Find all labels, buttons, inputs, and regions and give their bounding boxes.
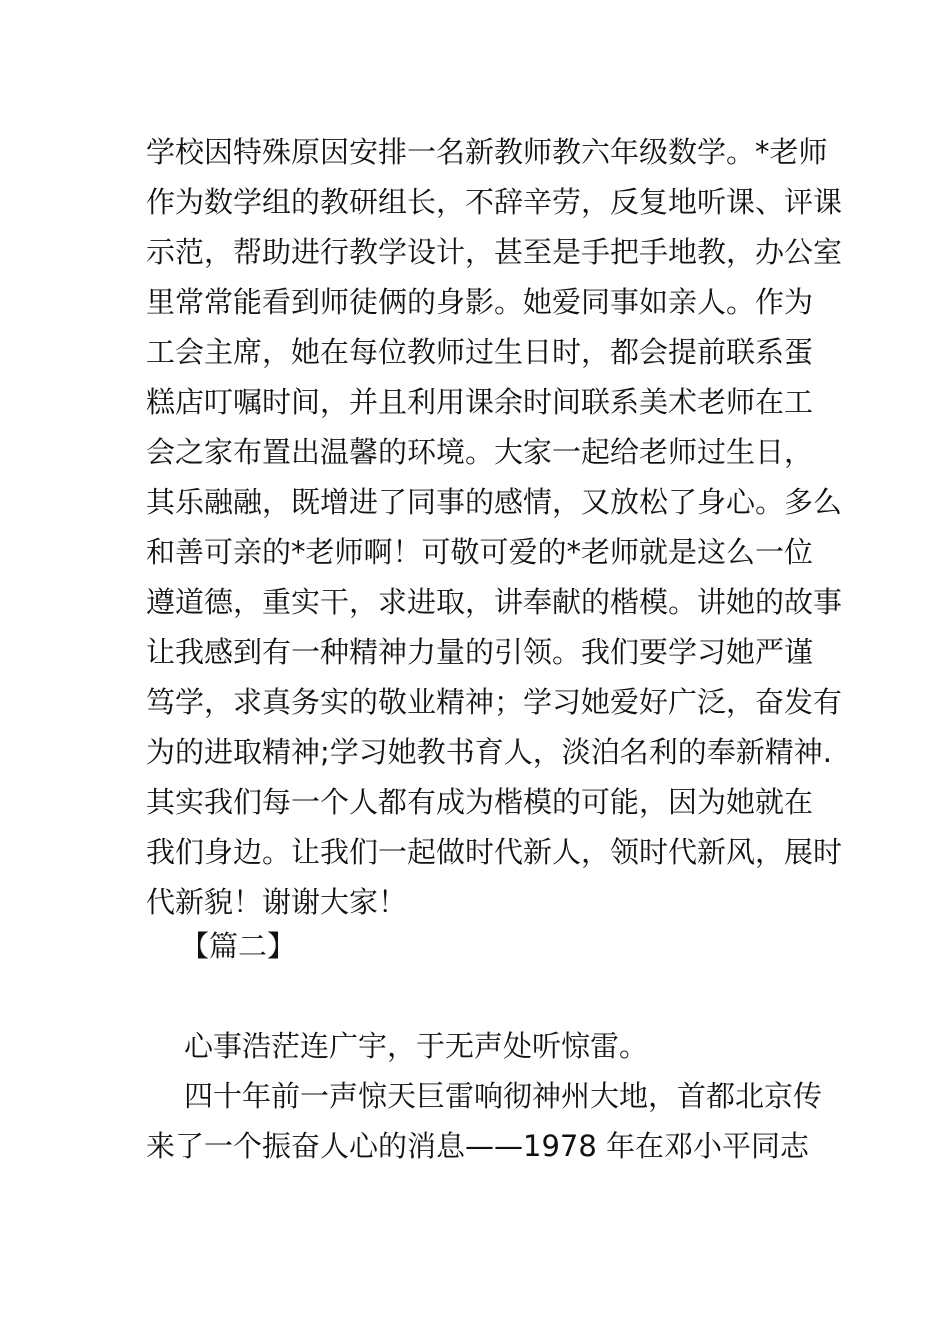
text-line: 其乐融融，既增进了同事的感情，又放松了身心。多么 (146, 485, 843, 519)
text-line: 会之家布置出温馨的环境。大家一起给老师过生日， (146, 435, 814, 469)
text-line: 笃学，求真务实的敬业精神；学习她爱好广泛，奋发有 (146, 685, 843, 719)
text-line: 作为数学组的教研组长，不辞辛劳，反复地听课、评课 (146, 185, 843, 219)
text-line: 示范，帮助进行教学设计，甚至是手把手地教，办公室 (146, 235, 843, 269)
text-line: 其实我们每一个人都有成为楷模的可能，因为她就在 (146, 785, 814, 819)
text-line: 为的进取精神;学习她教书育人，淡泊名利的奉新精神. (146, 735, 832, 769)
section-heading: 【篇二】 (180, 929, 297, 963)
paragraph-1 (146, 127, 843, 927)
text-line: 遵道德，重实干，求进取，讲奉献的楷模。讲她的故事 (146, 585, 843, 619)
text-line: 里常常能看到师徒俩的身影。她爱同事如亲人。作为 (146, 285, 814, 319)
text-line: 心事浩茫连广宇，于无声处听惊雷。 (184, 1029, 649, 1063)
paragraph-2 (146, 1021, 823, 1171)
text-line: 糕店叮嘱时间，并且利用课余时间联系美术老师在工 (146, 385, 814, 419)
text-line: 学校因特殊原因安排一名新教师教六年级数学。*老师 (146, 135, 828, 169)
text-line: 让我感到有一种精神力量的引领。我们要学习她严谨 (146, 635, 814, 669)
text-line: 我们身边。让我们一起做时代新人，领时代新风，展时 (146, 835, 843, 869)
text-line: 和善可亲的*老师啊！可敬可爱的*老师就是这么一位 (146, 535, 814, 569)
text-line: 代新貌！谢谢大家！ (146, 885, 408, 919)
text-line: 来了一个振奋人心的消息——1978 年在邓小平同志 (146, 1129, 810, 1163)
text-line: 四十年前一声惊天巨雷响彻神州大地，首都北京传 (184, 1079, 823, 1113)
text-line: 工会主席，她在每位教师过生日时，都会提前联系蛋 (146, 335, 814, 369)
